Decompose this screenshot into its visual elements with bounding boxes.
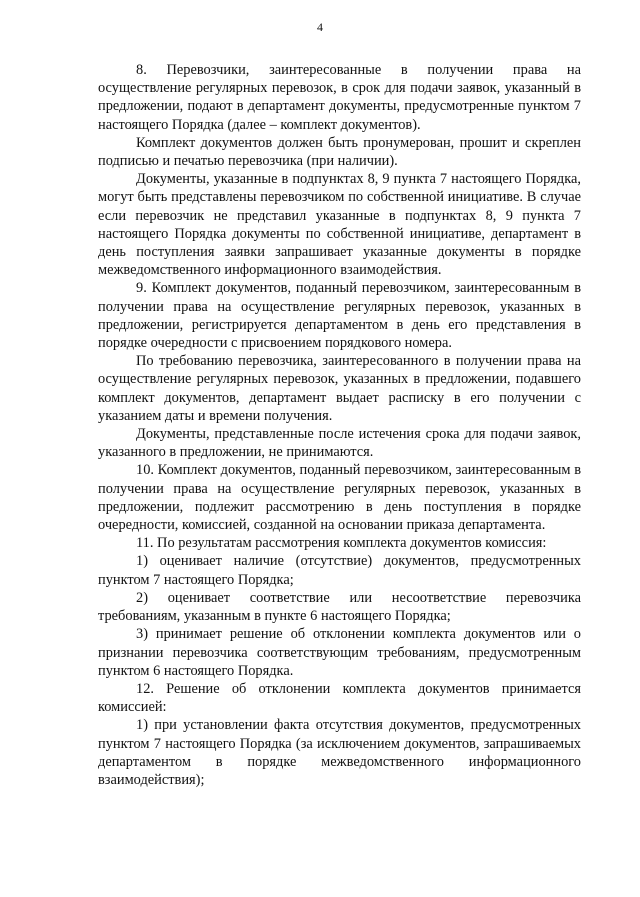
paragraph-10: 10. Комплект документов, поданный перевозчиком, заинтересованным в получении права на осуществление регулярных перевозок, указанных в предложении, подлежит рассмотрению в день поступления в порядке очередности, комиссией, созданной на основании приказа департамента. [98,462,581,534]
paragraph-11: 11. По результатам рассмотрения комплекта документов комиссия: [136,535,547,552]
paragraph-11-item-1: 1) оценивает наличие (отсутствие) документов, предусмотренных пунктом 7 настоящего Порядка; [98,553,581,588]
paragraph-9-late-documents: Документы, представленные после истечения срока для подачи заявок, указанного в предложении, не принимаются. [98,426,581,461]
paragraph-11-item-2: 2) оценивает соответствие или несоответствие перевозчика требованиям, указанным в пункте 6 настоящего Порядка; [98,589,581,625]
paragraph-8-package-requirements: Комплект документов должен быть пронумерован, прошит и скреплен подписью и печатью перевозчика (при наличии). [98,134,581,170]
paragraph-12: 12. Решение об отклонении комплекта документов принимается комиссией: [98,680,581,716]
document-body [98,61,581,789]
page-number: 4 [317,20,323,34]
paragraph-12-item-1: 1) при установлении факта отсутствия документов, предусмотренных пунктом 7 настоящего Порядка (за исключением документов, запрашиваемых департаментом в порядке межведомственного информационного взаимодействия); [98,717,581,788]
paragraph-9-receipt: По требованию перевозчика, заинтересованного в получении права на осуществление регулярных перевозок, указанных в предложении, подавшего комплект документов, департамент выдает расписку в его получении с указанием даты и времени получения. [98,353,581,424]
paragraph-8: 8. Перевозчики, заинтересованные в получении права на осуществление регулярных перевозок, в срок для подачи заявок, указанный в предложении, подают в департамент документы, предусмотренные пунктом 7 настоящего Порядка (далее – комплект документов). [98,62,581,133]
paragraph-11-item-3: 3) принимает решение об отклонении комплекта документов или о признании перевозчика соответствующим требованиям, предусмотренным пунктом 6 настоящего Порядка. [98,626,581,679]
paragraph-9: 9. Комплект документов, поданный перевозчиком, заинтересованным в получении права на осуществление регулярных перевозок, указанных в предложении, регистрируется департаментом в день его представления в порядке очередности с присвоением порядкового номера. [98,280,581,352]
paragraph-8-own-initiative: Документы, указанные в подпунктах 8, 9 пункта 7 настоящего Порядка, могут быть представлены перевозчиком по собственной инициативе. В случае если перевозчик не представил указанные в подпунктах 8, 9 пункта 7 настоящего Порядка документы по собственной инициативе, департамент в день поступления заявки запрашивает указанные документы в порядке межведомственного информационного взаимодействия. [98,171,581,279]
